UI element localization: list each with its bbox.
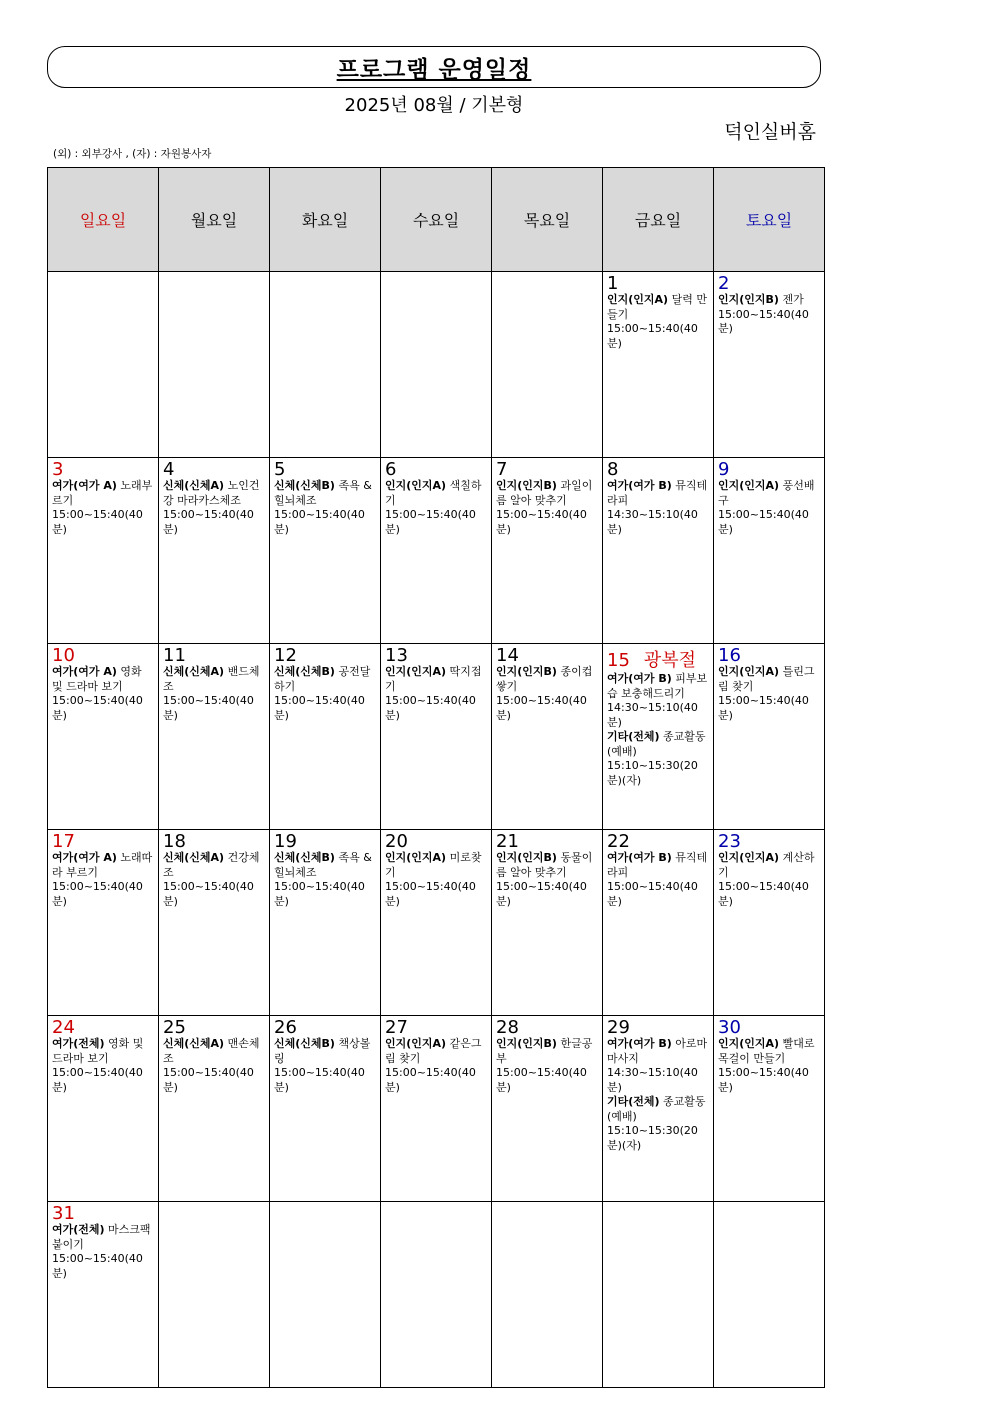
event-entry xyxy=(607,730,710,788)
event-title: 뮤직테라피 xyxy=(607,479,708,507)
weekday-monday: 월요일 xyxy=(159,168,270,272)
week-row xyxy=(48,830,825,1016)
event-time: 15:00~15:40(40분) xyxy=(52,880,143,908)
weekday-tuesday: 화요일 xyxy=(270,168,381,272)
event-title: 피부보습 보충해드리기 xyxy=(607,672,708,700)
event-entry xyxy=(718,851,821,909)
holiday-label: 광복절 xyxy=(643,650,697,671)
day-cell xyxy=(381,830,492,1016)
event-category: 인지(인지B) xyxy=(718,293,779,306)
event-time: 15:10~15:30(20분)(자) xyxy=(607,1124,698,1152)
event-title: 책상볼링 xyxy=(274,1037,371,1065)
day-header xyxy=(607,1018,710,1037)
event-title: 영화 및 드라마 보기 xyxy=(52,1037,144,1065)
event-title: 달력 만들기 xyxy=(607,293,707,321)
day-number: 17 xyxy=(52,831,75,852)
event-time: 15:00~15:40(40분) xyxy=(163,694,254,722)
event-category: 인지(인지B) xyxy=(496,1037,557,1050)
event-time: 15:00~15:40(40분) xyxy=(718,1066,809,1094)
weekday-saturday: 토요일 xyxy=(714,168,825,272)
event-title: 족욕 & 힐뇌체조 xyxy=(274,851,372,879)
event-entry xyxy=(718,665,821,723)
event-entry xyxy=(496,479,599,537)
event-entry xyxy=(496,851,599,909)
event-category: 인지(인지A) xyxy=(385,479,447,492)
event-title: 미로찾기 xyxy=(385,851,482,879)
day-header xyxy=(496,646,599,665)
event-category: 인지(인지A) xyxy=(385,665,447,678)
day-number: 27 xyxy=(385,1017,408,1038)
event-category: 여가(전체) xyxy=(52,1037,105,1050)
event-entry xyxy=(607,672,710,730)
week-row xyxy=(48,644,825,830)
event-title: 풍선배구 xyxy=(718,479,815,507)
event-title: 종이컵 쌓기 xyxy=(496,665,593,693)
day-number: 13 xyxy=(385,645,408,666)
day-cell xyxy=(270,830,381,1016)
event-entry xyxy=(718,479,821,537)
event-time: 15:00~15:40(40분) xyxy=(496,1066,587,1094)
week-row xyxy=(48,1202,825,1388)
event-category: 신체(신체A) xyxy=(163,851,225,864)
day-number: 22 xyxy=(607,831,630,852)
day-cell xyxy=(381,1016,492,1202)
day-cell xyxy=(381,458,492,644)
event-time: 15:00~15:40(40분) xyxy=(52,508,143,536)
event-category: 기타(전체) xyxy=(607,1095,660,1108)
event-time: 15:00~15:40(40분) xyxy=(385,880,476,908)
event-title: 같은그림 찾기 xyxy=(385,1037,482,1065)
week-row xyxy=(48,1016,825,1202)
day-header xyxy=(163,646,266,665)
event-time: 15:00~15:40(40분) xyxy=(385,1066,476,1094)
week-row xyxy=(48,272,825,458)
day-header xyxy=(718,274,821,293)
event-category: 여가(여가 B) xyxy=(607,1037,672,1050)
event-title: 맨손체조 xyxy=(163,1037,260,1065)
event-time: 15:00~15:40(40분) xyxy=(274,880,365,908)
day-cell xyxy=(603,458,714,644)
week-row xyxy=(48,458,825,644)
day-cell xyxy=(603,272,714,458)
event-time: 15:00~15:40(40분) xyxy=(274,508,365,536)
day-header xyxy=(52,460,155,479)
event-time: 15:00~15:40(40분) xyxy=(52,1252,143,1280)
day-cell xyxy=(159,1016,270,1202)
event-time: 15:00~15:40(40분) xyxy=(385,694,476,722)
event-category: 신체(신체B) xyxy=(274,479,335,492)
day-header xyxy=(385,1018,488,1037)
event-title: 색칠하기 xyxy=(385,479,482,507)
event-time: 15:00~15:40(40분) xyxy=(496,508,587,536)
day-number: 23 xyxy=(718,831,741,852)
event-category: 인지(인지A) xyxy=(718,479,780,492)
day-header xyxy=(52,832,155,851)
event-entry xyxy=(718,293,821,337)
event-entry xyxy=(163,665,266,723)
day-number: 21 xyxy=(496,831,519,852)
day-number: 31 xyxy=(52,1203,75,1224)
event-title: 틀린그림 찾기 xyxy=(718,665,815,693)
day-cell xyxy=(48,1016,159,1202)
legend-note: (외) : 외부강사 , (자) : 자원봉사자 xyxy=(53,148,212,160)
event-category: 인지(인지B) xyxy=(496,851,557,864)
event-time: 15:00~15:40(40분) xyxy=(385,508,476,536)
event-title: 딱지접기 xyxy=(385,665,482,693)
day-cell xyxy=(48,830,159,1016)
event-category: 인지(인지A) xyxy=(718,851,780,864)
event-title: 종교활동(예배) xyxy=(607,730,706,758)
event-category: 여가(여가 A) xyxy=(52,665,117,678)
event-title: 노래부르기 xyxy=(52,479,153,507)
event-entry xyxy=(52,479,155,537)
day-number: 19 xyxy=(274,831,297,852)
event-entry xyxy=(274,665,377,723)
day-cell xyxy=(603,830,714,1016)
event-time: 15:00~15:40(40분) xyxy=(163,1066,254,1094)
day-header xyxy=(385,832,488,851)
event-category: 신체(신체B) xyxy=(274,665,335,678)
event-title: 과일이름 알아 맞추기 xyxy=(496,479,593,507)
day-cell xyxy=(48,272,159,458)
day-cell xyxy=(492,272,603,458)
event-entry xyxy=(607,479,710,537)
event-entry xyxy=(163,1037,266,1095)
event-category: 여가(여가 A) xyxy=(52,479,117,492)
day-cell xyxy=(492,830,603,1016)
day-number: 3 xyxy=(52,459,64,480)
day-header xyxy=(718,1018,821,1037)
event-entry xyxy=(52,1037,155,1095)
day-number: 20 xyxy=(385,831,408,852)
event-entry xyxy=(274,479,377,537)
day-header xyxy=(385,646,488,665)
event-category: 신체(신체B) xyxy=(274,851,335,864)
event-time: 15:00~15:40(40분) xyxy=(718,307,809,335)
day-cell xyxy=(48,1202,159,1388)
event-time: 15:10~15:30(20분)(자) xyxy=(607,759,698,787)
event-title: 노래따라 부르기 xyxy=(52,851,153,879)
day-number: 5 xyxy=(274,459,286,480)
event-title: 노인건강 마라카스체조 xyxy=(163,479,260,507)
day-cell xyxy=(48,458,159,644)
day-header xyxy=(274,1018,377,1037)
day-header xyxy=(607,460,710,479)
day-number: 11 xyxy=(163,645,186,666)
day-header xyxy=(274,646,377,665)
event-entry xyxy=(718,1037,821,1095)
day-header xyxy=(52,1204,155,1223)
event-entry xyxy=(385,1037,488,1095)
day-header xyxy=(718,832,821,851)
day-number: 26 xyxy=(274,1017,297,1038)
day-cell xyxy=(381,1202,492,1388)
event-time: 15:00~15:40(40분) xyxy=(163,508,254,536)
day-header xyxy=(607,646,710,672)
page-subtitle: 2025년 08월 / 기본형 xyxy=(344,95,524,116)
day-header xyxy=(496,832,599,851)
day-cell xyxy=(714,272,825,458)
day-header xyxy=(52,1018,155,1037)
day-cell xyxy=(492,644,603,830)
day-cell xyxy=(381,644,492,830)
day-header xyxy=(163,832,266,851)
event-title: 뮤직테라피 xyxy=(607,851,708,879)
day-number: 9 xyxy=(718,459,730,480)
day-header xyxy=(496,460,599,479)
event-category: 인지(인지A) xyxy=(607,293,669,306)
event-entry xyxy=(496,1037,599,1095)
event-title: 영화 및 드라마 보기 xyxy=(52,665,142,693)
day-cell xyxy=(603,1016,714,1202)
day-number: 2 xyxy=(718,273,730,294)
event-category: 여가(여가 B) xyxy=(607,672,672,685)
event-entry xyxy=(607,1095,710,1153)
day-number: 6 xyxy=(385,459,397,480)
event-entry xyxy=(607,293,710,351)
event-category: 신체(신체A) xyxy=(163,479,225,492)
day-header xyxy=(52,646,155,665)
day-cell xyxy=(270,458,381,644)
day-number: 18 xyxy=(163,831,186,852)
day-cell xyxy=(714,644,825,830)
day-number: 30 xyxy=(718,1017,741,1038)
calendar-body xyxy=(48,272,825,1388)
event-time: 15:00~15:40(40분) xyxy=(607,880,698,908)
day-number: 7 xyxy=(496,459,508,480)
event-time: 15:00~15:40(40분) xyxy=(52,1066,143,1094)
event-time: 14:30~15:10(40분) xyxy=(607,701,698,729)
event-title: 빨대로 목걸이 만들기 xyxy=(718,1037,815,1065)
day-number: 15 xyxy=(607,650,630,671)
event-title: 공전달하기 xyxy=(274,665,371,693)
event-title: 동물이름 알아 맞추기 xyxy=(496,851,593,879)
event-entry xyxy=(385,851,488,909)
day-number: 14 xyxy=(496,645,519,666)
day-header xyxy=(163,1018,266,1037)
event-title: 한글공부 xyxy=(496,1037,593,1065)
event-category: 기타(전체) xyxy=(607,730,660,743)
event-category: 인지(인지A) xyxy=(385,1037,447,1050)
day-cell xyxy=(270,1202,381,1388)
day-cell xyxy=(270,644,381,830)
weekday-wednesday: 수요일 xyxy=(381,168,492,272)
event-time: 15:00~15:40(40분) xyxy=(496,880,587,908)
day-number: 24 xyxy=(52,1017,75,1038)
day-header xyxy=(718,646,821,665)
day-cell xyxy=(159,458,270,644)
event-time: 15:00~15:40(40분) xyxy=(163,880,254,908)
day-header xyxy=(385,460,488,479)
event-title: 건강체조 xyxy=(163,851,260,879)
event-category: 인지(인지A) xyxy=(718,665,780,678)
event-category: 인지(인지A) xyxy=(385,851,447,864)
weekday-friday: 금요일 xyxy=(603,168,714,272)
weekday-thursday: 목요일 xyxy=(492,168,603,272)
event-entry xyxy=(52,665,155,723)
day-cell xyxy=(159,272,270,458)
day-cell xyxy=(159,644,270,830)
event-category: 인지(인지B) xyxy=(496,665,557,678)
event-category: 여가(여가 B) xyxy=(607,851,672,864)
weekday-header-row xyxy=(48,168,825,272)
day-cell xyxy=(492,1016,603,1202)
title-box xyxy=(47,46,821,88)
event-time: 15:00~15:40(40분) xyxy=(718,694,809,722)
event-time: 15:00~15:40(40분) xyxy=(607,322,698,350)
day-cell xyxy=(492,1202,603,1388)
event-title: 계산하기 xyxy=(718,851,815,879)
event-title: 마스크팩 붙이기 xyxy=(52,1223,151,1251)
event-category: 여가(전체) xyxy=(52,1223,105,1236)
day-cell xyxy=(492,458,603,644)
day-number: 29 xyxy=(607,1017,630,1038)
event-entry xyxy=(607,1037,710,1095)
day-cell xyxy=(714,458,825,644)
day-cell xyxy=(714,830,825,1016)
day-cell xyxy=(159,1202,270,1388)
event-time: 15:00~15:40(40분) xyxy=(274,694,365,722)
event-entry xyxy=(163,851,266,909)
event-entry xyxy=(163,479,266,537)
event-category: 신체(신체B) xyxy=(274,1037,335,1050)
day-cell xyxy=(603,644,714,830)
day-cell xyxy=(714,1016,825,1202)
day-header xyxy=(607,274,710,293)
event-category: 여가(여가 A) xyxy=(52,851,117,864)
day-cell xyxy=(270,272,381,458)
day-number: 25 xyxy=(163,1017,186,1038)
page-title: 프로그램 운영일정 xyxy=(336,56,532,83)
event-entry xyxy=(274,851,377,909)
event-category: 여가(여가 B) xyxy=(607,479,672,492)
day-number: 16 xyxy=(718,645,741,666)
event-entry xyxy=(52,1223,155,1281)
day-number: 12 xyxy=(274,645,297,666)
weekday-sunday: 일요일 xyxy=(48,168,159,272)
event-category: 신체(신체A) xyxy=(163,665,225,678)
event-category: 인지(인지B) xyxy=(496,479,557,492)
day-header xyxy=(607,832,710,851)
day-cell xyxy=(603,1202,714,1388)
event-time: 14:30~15:10(40분) xyxy=(607,508,698,536)
event-title: 젠가 xyxy=(778,293,804,306)
day-number: 28 xyxy=(496,1017,519,1038)
calendar-table xyxy=(47,167,825,1388)
day-header xyxy=(274,460,377,479)
event-entry xyxy=(385,665,488,723)
event-time: 15:00~15:40(40분) xyxy=(496,694,587,722)
event-title: 족욕 & 힐뇌체조 xyxy=(274,479,372,507)
event-entry xyxy=(607,851,710,909)
event-time: 15:00~15:40(40분) xyxy=(274,1066,365,1094)
day-cell xyxy=(159,830,270,1016)
day-header xyxy=(163,460,266,479)
day-number: 10 xyxy=(52,645,75,666)
event-time: 15:00~15:40(40분) xyxy=(718,508,809,536)
event-title: 밴드체조 xyxy=(163,665,260,693)
event-entry xyxy=(52,851,155,909)
event-category: 신체(신체A) xyxy=(163,1037,225,1050)
event-title: 아로마 마사지 xyxy=(607,1037,708,1065)
day-number: 8 xyxy=(607,459,619,480)
event-time: 14:30~15:10(40분) xyxy=(607,1066,698,1094)
day-cell xyxy=(48,644,159,830)
day-cell xyxy=(714,1202,825,1388)
day-header xyxy=(718,460,821,479)
facility-name: 덕인실버홈 xyxy=(724,121,816,143)
day-cell xyxy=(381,272,492,458)
event-time: 15:00~15:40(40분) xyxy=(718,880,809,908)
event-entry xyxy=(385,479,488,537)
event-category: 인지(인지A) xyxy=(718,1037,780,1050)
event-entry xyxy=(496,665,599,723)
day-number: 4 xyxy=(163,459,175,480)
day-header xyxy=(496,1018,599,1037)
event-time: 15:00~15:40(40분) xyxy=(52,694,143,722)
event-entry xyxy=(274,1037,377,1095)
event-title: 종교활동(예배) xyxy=(607,1095,706,1123)
day-cell xyxy=(270,1016,381,1202)
day-header xyxy=(274,832,377,851)
day-number: 1 xyxy=(607,273,619,294)
